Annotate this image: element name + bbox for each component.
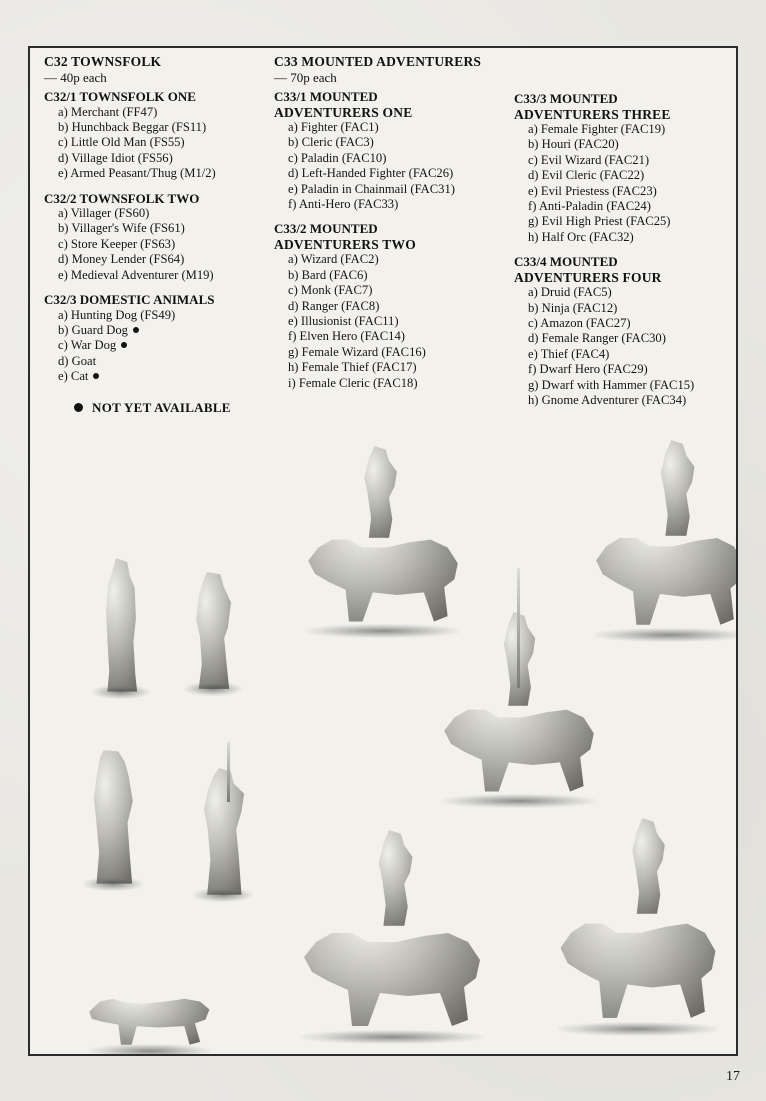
subsection-title-c33-1: C33/1 MOUNTED bbox=[274, 89, 378, 104]
list-item: a) Wizard (FAC2) bbox=[288, 252, 379, 267]
list-item: f) Anti-Paladin (FAC24) bbox=[528, 199, 651, 214]
list-item: e) Cat bbox=[58, 369, 274, 384]
list-item: d) Evil Cleric (FAC22) bbox=[528, 168, 645, 183]
section-title-c33: C33 MOUNTED ADVENTURERS bbox=[274, 54, 482, 69]
column-mounted-adventurers-cont bbox=[514, 54, 738, 409]
list-c33-2 bbox=[274, 252, 514, 391]
list-item: e) Medieval Adventurer (M19) bbox=[58, 267, 214, 282]
subsection-title-c32-1: C32/1 TOWNSFOLK ONE bbox=[44, 89, 196, 104]
list-item: c) Store Keeper (FS63) bbox=[58, 236, 176, 251]
list-item: f) Dwarf Hero (FAC29) bbox=[528, 362, 648, 377]
list-item: d) Female Ranger (FAC30) bbox=[528, 331, 666, 346]
figure-villager-woman bbox=[90, 558, 152, 693]
section-price-c32: — 40p each bbox=[44, 69, 107, 85]
list-item: f) Elven Hero (FAC14) bbox=[288, 329, 405, 344]
subsection-title-c32-3: C32/3 DOMESTIC ANIMALS bbox=[44, 292, 215, 308]
list-item: e) Paladin in Chainmail (FAC31) bbox=[288, 181, 455, 196]
unavailable-dot-icon bbox=[121, 342, 127, 348]
list-item: d) Money Lender (FS64) bbox=[58, 252, 185, 267]
legend-not-yet-available: NOT YET AVAILABLE bbox=[74, 400, 231, 416]
list-item: d) Goat bbox=[58, 353, 97, 368]
list-item: a) Druid (FAC5) bbox=[528, 285, 612, 300]
list-c32-3 bbox=[44, 308, 274, 385]
page-number: 17 bbox=[726, 1069, 740, 1084]
list-item: i) Female Cleric (FAC18) bbox=[288, 375, 418, 390]
list-c33-4 bbox=[514, 285, 738, 408]
miniatures-photo-area bbox=[30, 440, 736, 1054]
list-item: c) Paladin (FAC10) bbox=[288, 150, 387, 165]
list-item: e) Illusionist (FAC11) bbox=[288, 314, 399, 329]
list-item: e) Evil Priestess (FAC23) bbox=[528, 183, 657, 198]
list-item: e) Armed Peasant/Thug (M1/2) bbox=[58, 166, 216, 181]
subsection-title-c33-1-line2: ADVENTURERS ONE bbox=[274, 104, 413, 120]
standard-pole bbox=[517, 568, 520, 688]
column-mounted-adventurers bbox=[274, 54, 514, 409]
list-c33-1 bbox=[274, 120, 514, 212]
list-c32-2 bbox=[44, 206, 274, 283]
list-item: c) Evil Wizard (FAC21) bbox=[528, 152, 650, 167]
list-item: a) Merchant (FF47) bbox=[58, 104, 158, 119]
rider-evil-wizard bbox=[648, 440, 706, 536]
figure-armed-peasant bbox=[190, 768, 256, 896]
unavailable-dot-icon bbox=[133, 327, 139, 333]
list-item: a) Female Fighter (FAC19) bbox=[528, 122, 666, 136]
list-c32-1 bbox=[44, 105, 274, 182]
figure-village-idiot bbox=[182, 572, 244, 690]
list-item: d) Left-Handed Fighter (FAC26) bbox=[288, 166, 454, 181]
list-item: c) War Dog bbox=[58, 338, 274, 353]
subsection-title-c33-2-line2: ADVENTURERS TWO bbox=[274, 236, 416, 252]
list-item: a) Fighter (FAC1) bbox=[288, 120, 379, 134]
column-townsfolk bbox=[38, 54, 274, 409]
list-item: h) Half Orc (FAC32) bbox=[528, 229, 634, 244]
unavailable-dot-icon bbox=[93, 373, 99, 379]
list-item: b) Guard Dog bbox=[58, 323, 274, 338]
list-item: c) Amazon (FAC27) bbox=[528, 316, 631, 331]
list-item: b) Cleric (FAC3) bbox=[288, 135, 374, 150]
unavailable-dot-icon bbox=[74, 403, 83, 412]
list-item: b) Ninja (FAC12) bbox=[528, 300, 618, 315]
subsection-title-c33-4-line2: ADVENTURERS FOUR bbox=[514, 269, 662, 285]
subsection-title-c33-3: C33/3 MOUNTED bbox=[514, 91, 618, 106]
list-item: d) Village Idiot (FS56) bbox=[58, 150, 173, 165]
subsection-title-c33-3-line2: ADVENTURERS THREE bbox=[514, 106, 671, 122]
catalogue-page bbox=[28, 46, 738, 1056]
list-item: h) Female Thief (FAC17) bbox=[288, 360, 417, 375]
list-item: g) Evil High Priest (FAC25) bbox=[528, 214, 671, 229]
list-item: c) Monk (FAC7) bbox=[288, 283, 373, 298]
list-item: a) Hunting Dog (FS49) bbox=[58, 307, 176, 322]
subsection-title-c32-2: C32/2 TOWNSFOLK TWO bbox=[44, 190, 200, 206]
weapon-staff bbox=[227, 742, 230, 802]
section-title-c32: C32 TOWNSFOLK bbox=[44, 54, 162, 69]
subsection-title-c33-2: C33/2 MOUNTED bbox=[274, 221, 378, 237]
subsection-title-c33-4: C33/4 MOUNTED bbox=[514, 254, 618, 270]
listing-columns bbox=[38, 54, 738, 409]
rider-charging-knight bbox=[366, 830, 424, 926]
rider-cleric bbox=[620, 818, 676, 914]
list-item: b) Bard (FAC6) bbox=[288, 267, 368, 282]
list-item: c) Little Old Man (FS55) bbox=[58, 135, 185, 150]
rider-pack-horse bbox=[352, 446, 408, 538]
list-item: f) Anti-Hero (FAC33) bbox=[288, 197, 399, 212]
list-item: d) Ranger (FAC8) bbox=[288, 298, 380, 313]
list-item: b) Villager's Wife (FS61) bbox=[58, 221, 185, 236]
list-item: b) Hunchback Beggar (FS11) bbox=[58, 119, 207, 134]
figure-hunting-dog bbox=[84, 980, 216, 1052]
list-item: g) Dwarf with Hammer (FAC15) bbox=[528, 377, 695, 392]
list-item: a) Villager (FS60) bbox=[58, 206, 150, 221]
section-price-c33: — 70p each bbox=[274, 69, 337, 85]
list-item: g) Female Wizard (FAC16) bbox=[288, 344, 426, 359]
list-item: b) Houri (FAC20) bbox=[528, 137, 619, 152]
figure-hooded-townsman bbox=[80, 750, 146, 885]
list-item: h) Gnome Adventurer (FAC34) bbox=[528, 393, 687, 408]
list-item: e) Thief (FAC4) bbox=[528, 346, 610, 361]
list-c33-3 bbox=[514, 122, 738, 245]
